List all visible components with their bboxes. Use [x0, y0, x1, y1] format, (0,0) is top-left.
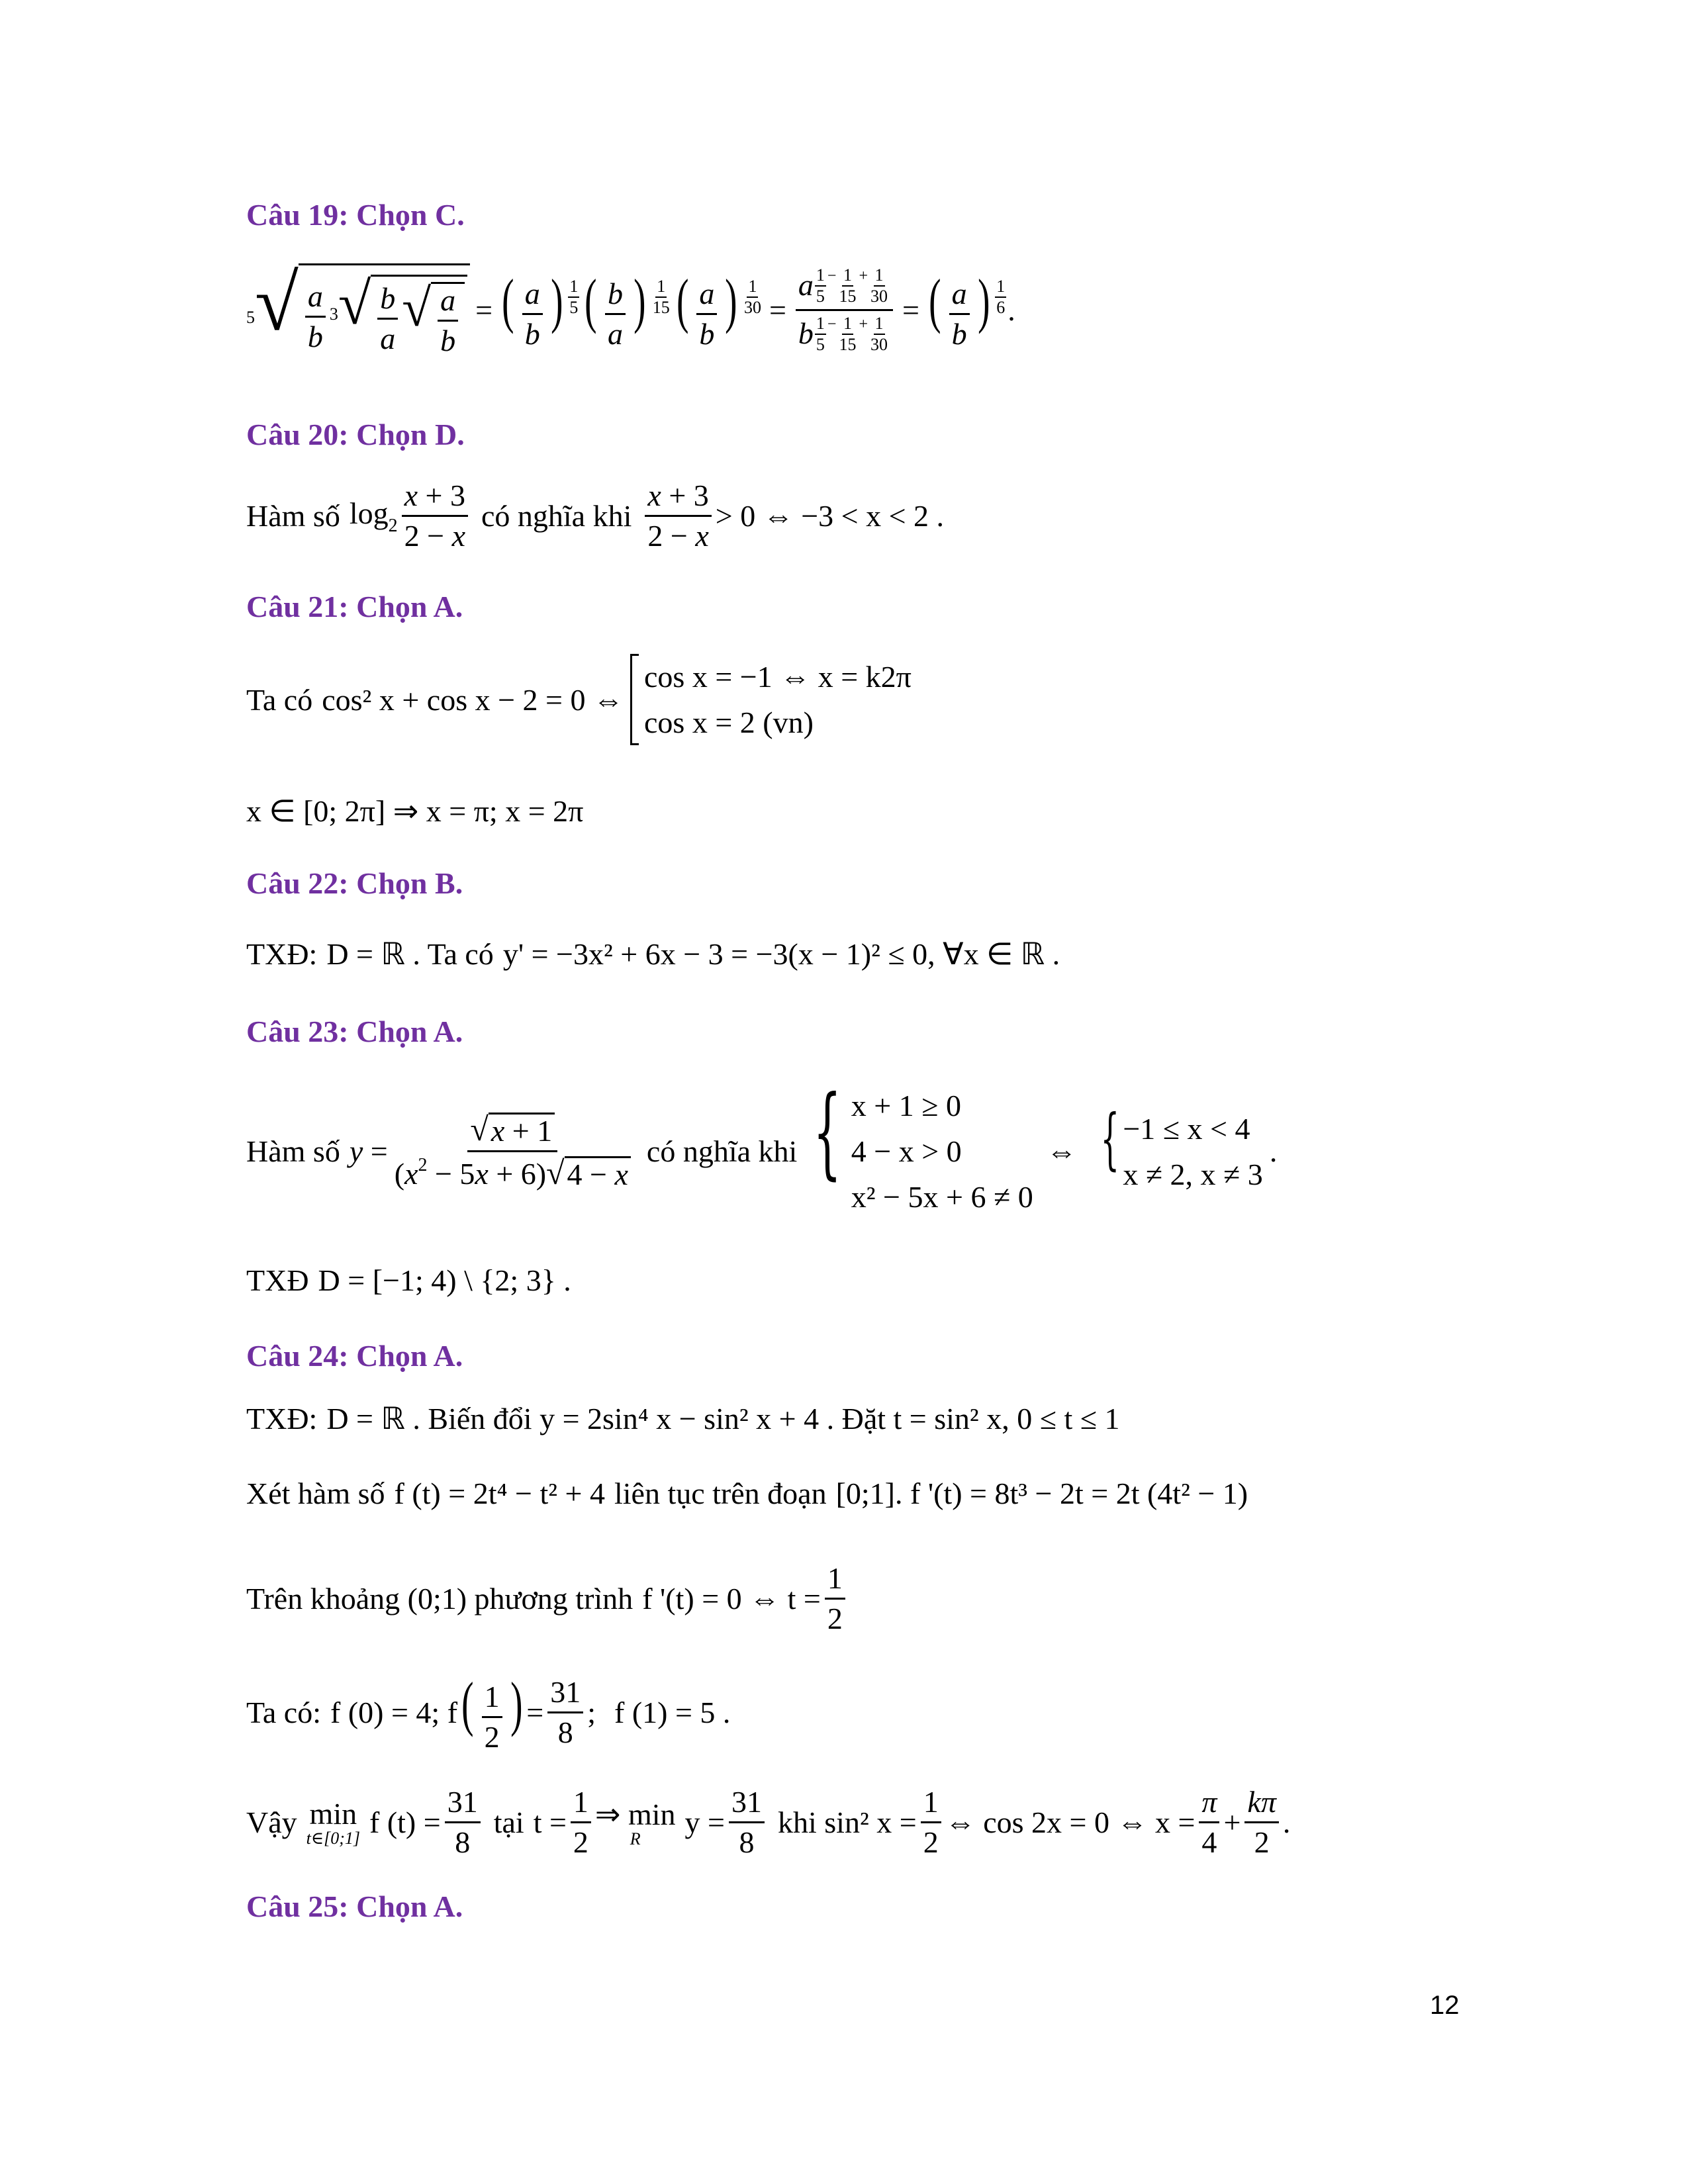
- q20-heading: Câu 20: Chọn D.: [246, 418, 465, 451]
- q22-line: [246, 936, 1060, 972]
- q24-l5-cos: ⇔ cos 2x = 0 ⇔ x =: [945, 1805, 1196, 1839]
- q23-line2: [246, 1263, 571, 1298]
- q23-text1: Hàm số: [246, 1134, 340, 1168]
- q24-f1: f (1) = 5 .: [614, 1696, 731, 1730]
- q20-text2: có nghĩa khi: [481, 499, 632, 533]
- q24-critical: f '(t) = 0 ⇔ t =: [642, 1582, 821, 1615]
- q21-equation: cos² x + cos x − 2 = 0 ⇔: [322, 682, 624, 717]
- q24-line4: Ta có: f (0) = 4; f ( $\frac{1}{2}$ ) = $\frac{31}{8}$ ; f (1) = 5 .: [246, 1670, 731, 1754]
- q24-line1: [246, 1400, 1119, 1436]
- q24-min2-sub: R: [630, 1829, 641, 1848]
- q22-derivative: y' = −3x² + 6x − 3 = −3(x − 1)² ≤ 0, ∀x ∈ ℝ .: [502, 937, 1060, 971]
- q24-plus: +: [1223, 1805, 1241, 1839]
- q24-line2: [246, 1476, 1248, 1511]
- q25-heading: Câu 25: Chọn A.: [246, 1889, 463, 1923]
- q23-res1: −1 ≤ x < 4: [1123, 1111, 1250, 1146]
- q23-res2: x ≠ 2, x ≠ 3: [1123, 1157, 1263, 1191]
- q21-case1: cos x = −1 ⇔ x = k2π: [644, 660, 912, 694]
- q23-cond3: x² − 5x + 6 ≠ 0: [851, 1180, 1033, 1214]
- q24-heading: Câu 24: Chọn A.: [246, 1339, 463, 1373]
- q21-solution: x ∈ [0; 2π] ⇒ x = π; x = 2π: [246, 794, 584, 828]
- q20-line: Hàm số $\log_2$ $\frac{x + 3}{2 - x}$ có nghĩa khi $\frac{x + 3}{2 - x}$ > 0 ⇔ −3 < x < 2 .: [246, 478, 945, 553]
- q23-cond2: 4 − x > 0: [851, 1134, 962, 1168]
- q24-l5-f: f (t) =: [369, 1805, 441, 1839]
- q20-text1: Hàm số: [246, 499, 340, 533]
- page-number: 12: [1430, 1991, 1460, 2020]
- q21-heading: Câu 21: Chọn A.: [246, 590, 463, 623]
- q19-heading: Câu 19: Chọn C.: [246, 198, 465, 232]
- q24-l5-sin: khi sin² x =: [777, 1805, 917, 1839]
- q19-formula: $^5$ √ $\frac{a}{b}$ 3 √ $\frac{b}{a}$ √ $\frac{a}{b}$ = ( $\frac{a}{b}$ ) $\frac{1}{5}$ ( $\frac{b}{a}$ ) $\frac{1}{15}$ ( $\frac{a}{b}$ ) $\frac{1}{30}$ = a $\frac{1}{5}$ − $\frac{1}{15}$ + $\frac{1}{30}$ b $\frac{1}{5}$ − $\frac{1}{15}$ + $\frac{1}{30}$ = ( $\frac{a}{b}$ ) $\frac{1}{6}$ .: [246, 259, 1015, 357]
- q24-derivative: [0;1]. f '(t) = 8t³ − 2t = 2t (4t² − 1): [835, 1477, 1248, 1510]
- q23-line: Hàm số y = √ x + 1 $(x^2 - 5x + 6)$ √ 4 − x có nghĩa khi { x + 1 ≥ 0 4 − x > 0 x² − 5x + 6 ≠ 0 ⇔ { −1 ≤ x < 4 x ≠ 2, x ≠ 3 .: [246, 1083, 1277, 1220]
- q24-l3-text: Trên khoảng (0;1) phương trình: [246, 1582, 633, 1615]
- q21-line: [246, 654, 918, 745]
- q24-l2-text2: liên tục trên đoạn: [614, 1477, 827, 1510]
- q22-txd-label: TXĐ:: [246, 936, 318, 971]
- q24-l4-text: Ta có:: [246, 1696, 322, 1730]
- q22-heading: Câu 22: Chọn B.: [246, 866, 463, 900]
- q24-l2-text: Xét hàm số: [246, 1477, 385, 1510]
- q24-l5-tai: tại: [493, 1805, 524, 1839]
- q24-line5: Vậy min t∈[0;1] f (t) = $\frac{31}{8}$ tại t = $\frac{1}{2}$ ⇒ min R y = $\frac{31}{8}$ khi sin² x = $\frac{1}{2}$ ⇔ cos 2x = 0 ⇔ x = $\frac{\pi}{4}$ + $\frac{k\pi}{2}$ .: [246, 1785, 1291, 1859]
- q24-transform: D = ℝ . Biến đổi y = 2sin⁴ x − sin² x + 4 . Đặt t = sin² x, 0 ≤ t ≤ 1: [326, 1402, 1120, 1435]
- q22-domain: D = ℝ . Ta có: [326, 937, 494, 971]
- q23-text2: có nghĩa khi: [646, 1134, 798, 1168]
- q24-txd-label: TXĐ:: [246, 1401, 318, 1435]
- q23-heading: Câu 23: Chọn A.: [246, 1015, 463, 1048]
- q24-line3: Trên khoảng (0;1) phương trình f '(t) = 0 ⇔ t = $\frac{1}{2}$: [246, 1563, 849, 1634]
- q23-txd: D = [−1; 4) \ {2; 3} .: [318, 1263, 571, 1297]
- q24-min1-sub: t∈[0;1]: [306, 1829, 361, 1848]
- q21-case2: cos x = 2 (vn): [644, 705, 814, 739]
- q24-values: f (0) = 4; f: [330, 1696, 458, 1730]
- q24-min1: min: [309, 1797, 357, 1831]
- q20-result: > 0 ⇔ −3 < x < 2 .: [715, 499, 945, 533]
- q23-cond1: x + 1 ≥ 0: [851, 1089, 961, 1122]
- q24-function: f (t) = 2t⁴ − t² + 4: [394, 1477, 605, 1510]
- q23-txd-label: TXĐ: [246, 1263, 309, 1297]
- q24-min2: ⇒ min: [594, 1797, 676, 1831]
- q24-l5-text: Vậy: [246, 1805, 297, 1839]
- q21-text1: Ta có: [246, 682, 313, 717]
- q24-l5-t: t =: [533, 1805, 567, 1839]
- q24-l5-y: y =: [684, 1805, 725, 1839]
- q21-line2: [246, 793, 583, 829]
